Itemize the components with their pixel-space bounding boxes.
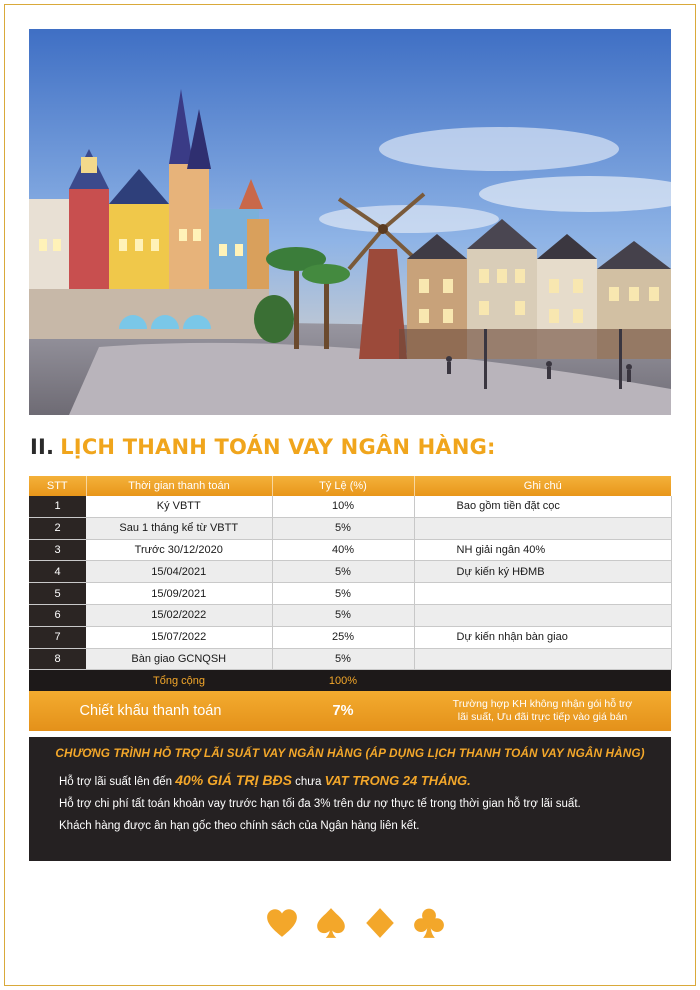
cell-stt: 2 <box>29 517 86 539</box>
cell-stt: 6 <box>29 604 86 626</box>
cell-rate: 5% <box>272 561 414 583</box>
table-row <box>29 604 671 626</box>
promo-highlight-duration: VAT TRONG 24 THÁNG. <box>324 773 471 788</box>
promo-line-1 <box>59 772 671 788</box>
table-row <box>29 539 671 561</box>
table-header-row <box>29 476 671 496</box>
discount-note-line1: Trường hợp KH không nhận gói hỗ trợ <box>452 698 633 711</box>
table-row <box>29 496 671 517</box>
cell-rate: 10% <box>272 496 414 517</box>
cell-stt: 1 <box>29 496 86 517</box>
cell-note <box>414 648 671 670</box>
section-title: LỊCH THANH TOÁN VAY NGÂN HÀNG: <box>60 435 496 459</box>
interest-support-box <box>29 737 671 861</box>
discount-note <box>414 691 671 731</box>
total-label: Tổng cộng <box>86 670 272 692</box>
promo-line-3: Khách hàng được ân hạn gốc theo chính sách của Ngân hàng liên kết. <box>59 820 420 832</box>
discount-value: 7% <box>272 691 414 731</box>
cell-stt: 5 <box>29 583 86 605</box>
cell-note: Dự kiến ký HĐMB <box>414 561 671 583</box>
cell-stt: 3 <box>29 539 86 561</box>
cell-rate: 25% <box>272 626 414 648</box>
payment-schedule-table <box>29 476 671 731</box>
spade-icon <box>313 905 349 941</box>
promo-line1-c: chưa <box>291 776 325 788</box>
header-time: Thời gian thanh toán <box>86 476 272 496</box>
cell-stt: 8 <box>29 648 86 670</box>
cell-note <box>414 517 671 539</box>
discount-note-line2: lãi suất, Ưu đãi trực tiếp vào giá bán <box>457 711 628 724</box>
cell-note: Bao gồm tiền đặt cọc <box>414 496 671 517</box>
cell-rate: 5% <box>272 604 414 626</box>
header-stt: STT <box>29 476 86 496</box>
heart-icon <box>264 905 300 941</box>
table-row <box>29 626 671 648</box>
promo-line1-a: Hỗ trợ lãi suất lên đến <box>59 776 176 788</box>
discount-label: Chiết khấu thanh toán <box>29 691 272 731</box>
total-row <box>29 670 671 692</box>
discount-row <box>29 691 671 731</box>
cell-time: Trước 30/12/2020 <box>86 539 272 561</box>
cell-time: 15/02/2022 <box>86 604 272 626</box>
table-row <box>29 561 671 583</box>
cell-time: 15/09/2021 <box>86 583 272 605</box>
header-rate: Tỷ Lệ (%) <box>272 476 414 496</box>
cell-stt: 7 <box>29 626 86 648</box>
table-row <box>29 583 671 605</box>
hero-illustration <box>29 29 671 415</box>
table-row <box>29 517 671 539</box>
cell-stt: 4 <box>29 561 86 583</box>
cell-time: Sau 1 tháng kể từ VBTT <box>86 517 272 539</box>
cell-note <box>414 583 671 605</box>
promo-line-2: Hỗ trợ chi phí tất toán khoản vay trước hạn tối đa 3% trên dư nợ thực tế trong thời gian hỗ trợ lãi suất. <box>59 798 581 810</box>
header-note: Ghi chú <box>414 476 671 496</box>
table-row <box>29 648 671 670</box>
cell-time: 15/04/2021 <box>86 561 272 583</box>
card-suits <box>264 905 447 945</box>
promo-title: CHƯƠNG TRÌNH HỖ TRỢ LÃI SUẤT VAY NGÂN HÀNG (ÁP DỤNG LỊCH THANH TOÁN VAY NGÂN HÀNG) <box>55 746 645 760</box>
cell-rate: 5% <box>272 583 414 605</box>
cell-rate: 40% <box>272 539 414 561</box>
club-icon <box>411 905 447 941</box>
cell-note <box>414 604 671 626</box>
section-number: II. <box>30 435 55 459</box>
section-heading <box>30 432 496 462</box>
cell-note: NH giải ngân 40% <box>414 539 671 561</box>
total-value: 100% <box>272 670 414 692</box>
cell-time: Bàn giao GCNQSH <box>86 648 272 670</box>
cell-time: 15/07/2022 <box>86 626 272 648</box>
cell-rate: 5% <box>272 517 414 539</box>
diamond-icon <box>362 905 398 941</box>
cell-note: Dự kiến nhận bàn giao <box>414 626 671 648</box>
cell-time: Ký VBTT <box>86 496 272 517</box>
cell-rate: 5% <box>272 648 414 670</box>
promo-highlight-value: 40% GIÁ TRỊ BĐS <box>175 772 292 788</box>
